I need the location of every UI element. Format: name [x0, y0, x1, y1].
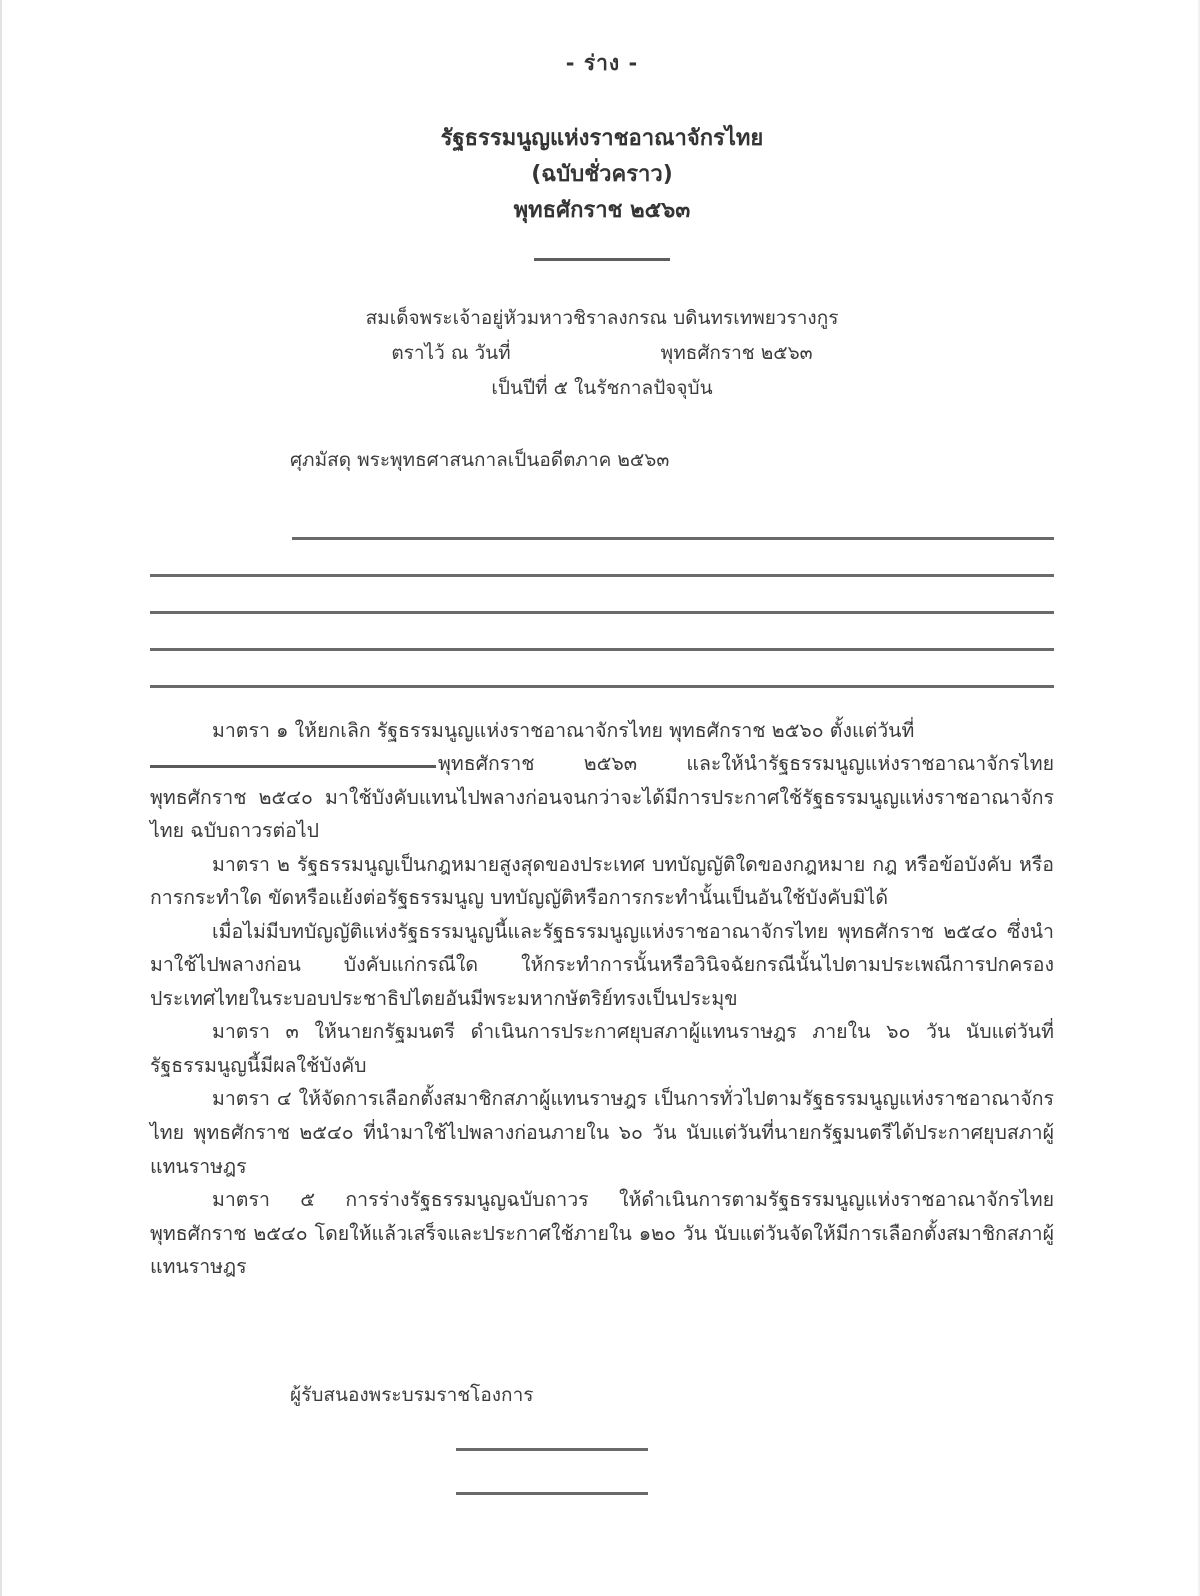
section-2-paragraph-2: เมื่อไม่มีบทบัญญัติแห่งรัฐธรรมนูญนี้และรัฐธรรมนูญแห่งราชอาณาจักรไทย พุทธศักราช ๒๕๔๐ ซึ่งนำมาใช้ไปพลางก่อน บังคับแก่กรณีใด ให้กระทำการนั้นหรือวินิจฉัยกรณีนั้นไปตามประเพณีการปกครองประเทศไทยในระบอบประชาธิปไตยอันมีพระมหากษัตริย์ทรงเป็นประมุข [150, 919, 1054, 1010]
section-3: มาตรา ๓ ให้นายกรัฐมนตรี ดำเนินการประกาศยุบสภาผู้แทนราษฎร ภายใน ๖๐ วัน นับแต่วันที่รัฐธรรมนูญนี้มีผลใช้บังคับ [150, 1020, 1054, 1077]
section-1-text-a: มาตรา ๑ ให้ยกเลิก รัฐธรรมนูญแห่งราชอาณาจักรไทย พุทธศักราช ๒๕๖๐ ตั้งแต่วันที่ [212, 718, 915, 742]
seal-date-prefix: ตราไว้ ณ วันที่ [391, 342, 511, 365]
buddhist-era-line: ศุภมัสดุ พระพุทธศาสนกาลเป็นอดีตภาค ๒๕๖๓ [290, 448, 670, 471]
signature-rule-title [456, 1492, 648, 1495]
blank-rule-row [150, 651, 1054, 688]
countersignature-block [290, 1380, 1054, 1495]
blank-rule [292, 537, 1054, 540]
draft-marker: - ร่าง - [565, 51, 639, 75]
section-1 [150, 714, 1054, 848]
blank-rule-row [150, 540, 1054, 577]
countersign-label: ผู้รับสนองพระบรมราชโองการ [290, 1383, 534, 1406]
blank-rule-row [150, 577, 1054, 614]
seal-date-line [150, 336, 1054, 371]
section-5: มาตรา ๕ การร่างรัฐธรรมนูญฉบับถาวร ให้ดำเนินการตามรัฐธรรมนูญแห่งราชอาณาจักรไทย พุทธศักราช ๒๕๔๐ โดยให้แล้วเสร็จและประกาศใช้ภายใน ๑๒๐ วัน นับแต่วันจัดให้มีการเลือกตั้งสมาชิกสภาผู้แทนราษฎร [150, 1188, 1054, 1279]
section-4: มาตรา ๔ ให้จัดการเลือกตั้งสมาชิกสภาผู้แทนราษฎร เป็นการทั่วไปตามรัฐธรรมนูญแห่งราชอาณาจักรไทย พุทธศักราช ๒๕๔๐ ที่นำมาใช้ไปพลางก่อนภายใน ๖๐ วัน นับแต่วันที่นายกรัฐมนตรีได้ประกาศยุบสภาผู้แทนราษฎร [150, 1087, 1054, 1178]
blank-rule-row [150, 614, 1054, 651]
seal-date-suffix: พุทธศักราช ๒๕๖๓ [660, 342, 813, 365]
signature-rule-name [456, 1448, 648, 1451]
blank-ruled-lines [150, 503, 1054, 688]
document-body [150, 0, 1054, 1495]
title-line-3: พุทธศักราช ๒๕๖๓ [513, 197, 691, 223]
blank-rule [150, 685, 1054, 688]
document-sections [150, 714, 1054, 1284]
royal-preamble [150, 301, 1054, 406]
section-1-date-blank [150, 765, 436, 768]
blank-rule [150, 648, 1054, 651]
title-line-2: (ฉบับชั่วคราว) [531, 161, 673, 187]
title-separator-rule [534, 258, 670, 261]
blank-rule-row [150, 503, 1054, 540]
title-separator [150, 258, 1054, 261]
monarch-name: สมเด็จพระเจ้าอยู่หัวมหาวชิราลงกรณ บดินทรเทพยวรางกูร [365, 307, 839, 330]
blank-rule [150, 611, 1054, 614]
section-1-text-b: พุทธศักราช ๒๕๖๓ และให้นำรัฐธรรมนูญแห่งราชอาณาจักรไทย พุทธศักราช ๒๕๔๐ มาใช้บังคับแทนไปพลางก่อนจนกว่าจะได้มีการประกาศใช้รัฐธรรมนูญแห่งราชอาณาจักรไทย ฉบับถาวรต่อไป [150, 752, 1054, 843]
title-line-1: รัฐธรรมนูญแห่งราชอาณาจักรไทย [440, 126, 764, 152]
section-2: มาตรา ๒ รัฐธรรมนูญเป็นกฎหมายสูงสุดของประเทศ บทบัญญัติใดของกฎหมาย กฎ หรือข้อบังคับ หรือการกระทำใด ขัดหรือแย้งต่อรัฐธรรมนูญ บทบัญญัติหรือการกระทำนั้นเป็นอันใช้บังคับมิได้ [150, 852, 1054, 910]
reign-year-line: เป็นปีที่ ๕ ในรัชกาลปัจจุบัน [491, 377, 713, 400]
document-title [150, 121, 1054, 228]
blank-rule [150, 574, 1054, 577]
